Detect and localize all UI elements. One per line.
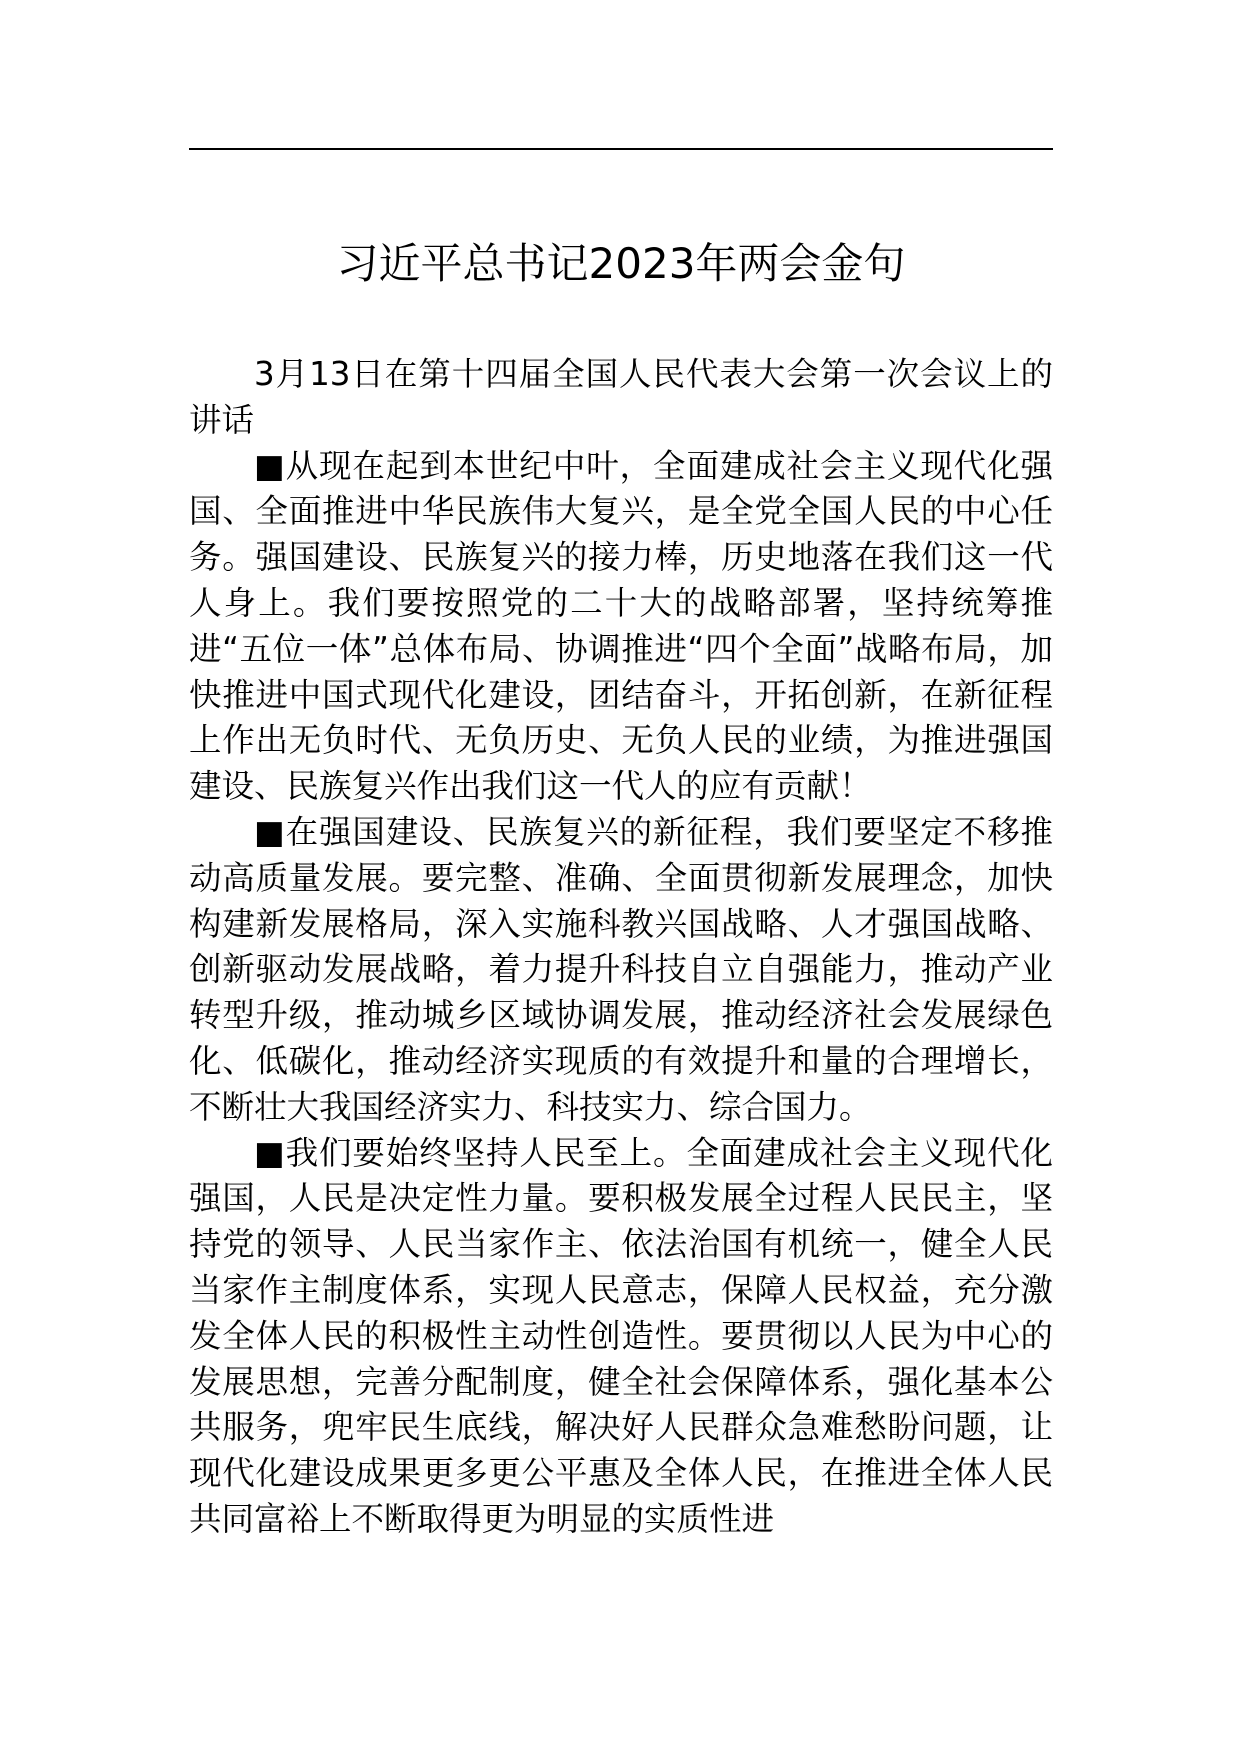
document-title: 习近平总书记2023年两会金句 — [336, 239, 906, 288]
header-rule — [189, 148, 1053, 150]
paragraph-quote-3: ■我们要始终坚持人民至上。全面建成社会主义现代化强国，人民是决定性力量。要积极发展全过程人民民主，坚持党的领导、人民当家作主、依法治国有机统一，健全人民当家作主制度体系，实现人民意志，保障人民权益，充分激发全体人民的积极性主动性创造性。要贯彻以人民为中心的发展思想，完善分配制度，健全社会保障体系，强化基本公共服务，兜牢民生底线，解决好人民群众急难愁盼问题，让现代化建设成果更多更公平惠及全体人民，在推进全体人民共同富裕上不断取得更为明显的实质性进 — [189, 1133, 1053, 1538]
paragraph-quote-1: ■从现在起到本世纪中叶，全面建成社会主义现代化强国、全面推进中华民族伟大复兴，是全党全国人民的中心任务。强国建设、民族复兴的接力棒，历史地落在我们这一代人身上。我们要按照党的二十大的战略部署，坚持统筹推进“五位一体”总体布局、协调推进“四个全面”战略布局，加快推进中国式现代化建设，团结奋斗，开拓创新，在新征程上作出无负时代、无负历史、无负人民的业绩，为推进强国建设、民族复兴作出我们这一代人的应有贡献！ — [189, 446, 1053, 806]
paragraph-speech-date: 3月13日在第十四届全国人民代表大会第一次会议上的讲话 — [189, 355, 1053, 439]
document-body — [189, 352, 1053, 1543]
paragraph-quote-2: ■在强国建设、民族复兴的新征程，我们要坚定不移推动高质量发展。要完整、准确、全面贯彻新发展理念，加快构建新发展格局，深入实施科教兴国战略、人才强国战略、创新驱动发展战略，着力提升科技自立自强能力，推动产业转型升级，推动城乡区域协调发展，推动经济社会发展绿色化、低碳化，推动经济实现质的有效提升和量的合理增长，不断壮大我国经济实力、科技实力、综合国力。 — [189, 812, 1053, 1126]
